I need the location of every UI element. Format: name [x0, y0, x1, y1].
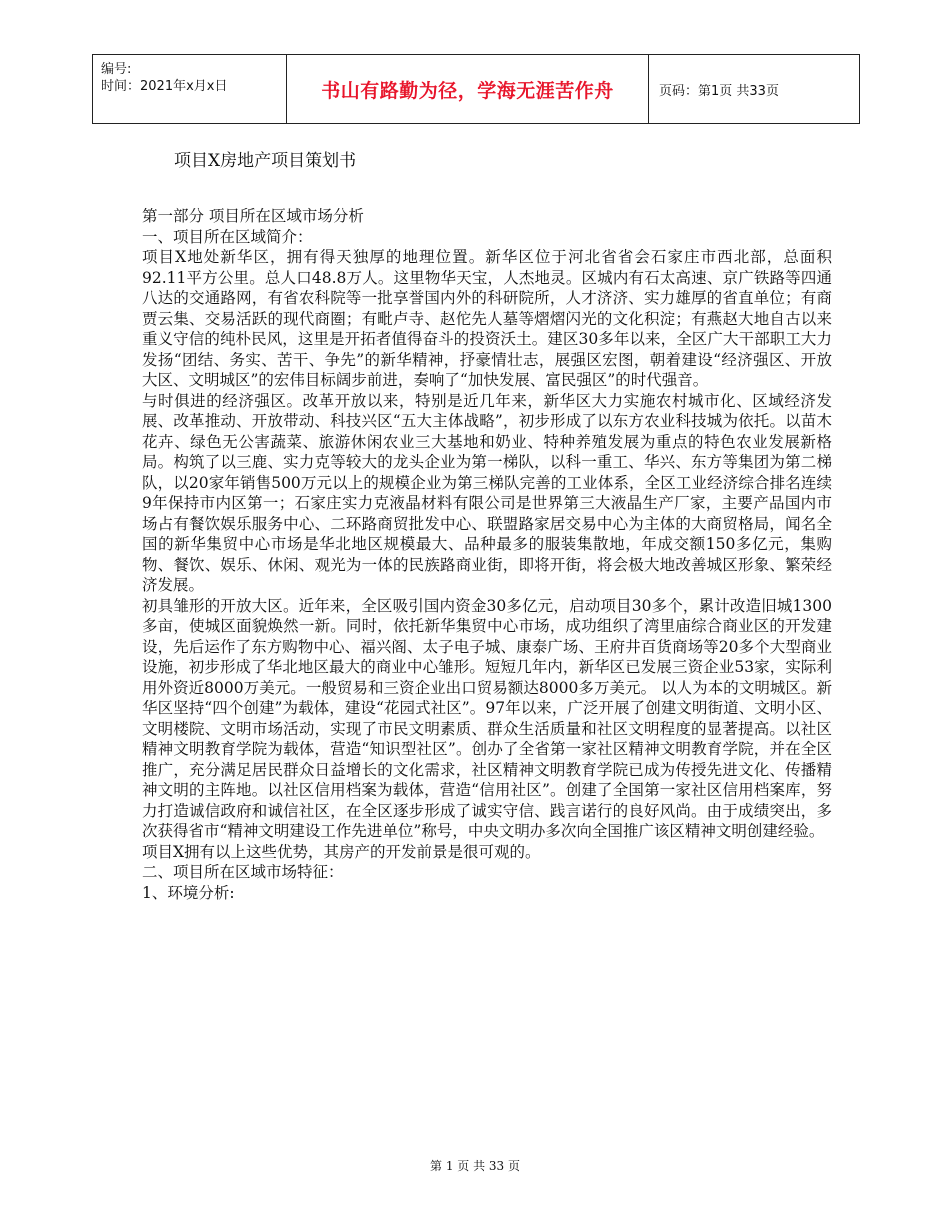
slogan: 书山有路勤为径，学海无涯苦作舟	[321, 79, 614, 102]
header-table	[92, 54, 860, 124]
paragraph: 项目X拥有以上这些优势，其房产的开发前景是很可观的。	[142, 842, 541, 861]
header-page-cell	[649, 55, 859, 123]
section-heading: 第一部分 项目所在区域市场分析	[142, 207, 364, 225]
paragraph: 项目X地处新华区，拥有得天独厚的地理位置。新华区位于河北省省会石家庄市西北部，总面积92.11平方公里。总人口48.8万人。这里物华天宝，人杰地灵。区城内有石太高速、京广铁路等四通八达的交通路网，有省农科院等一批享誉国内外的科研院所，人才济济、实力雄厚的省直单位；有商贾云集、交易活跃的现代商圈；有毗卢寺、赵佗先人墓等熠熠闪光的文化积淀；有燕赵大地自古以来重义守信的纯朴民风，这里是开拓者值得奋斗的投资沃土。建区30多年以来，全区广大干部职工大力发扬“团结、务实、苦干、争先”的新华精神，抒豪情壮志，展强区宏图，朝着建设“经济强区、开放大区、文明城区”的宏伟目标阔步前进，奏响了“加快发展、富民强区”的时代强音。	[142, 248, 832, 389]
document-body	[142, 206, 832, 903]
document-title: 项目X房地产项目策划书	[174, 151, 357, 171]
paragraph: 与时俱进的经济强区。改革开放以来，特别是近几年来，新华区大力实施农村城市化、区域经济发展、改革推动、开放带动、科技兴区“五大主体战略”，初步形成了以东方农业科技城为依托。以苗木花卉、绿色无公害蔬菜、旅游休闲农业三大基地和奶业、特种养殖发展为重点的特色农业发展新格局。构筑了以三鹿、实力克等较大的龙头企业为第一梯队，以科一重工、华兴、东方等集团为第二梯队，以20家年销售500万元以上的规模企业为第三梯队完善的工业体系，全区工业经济综合排名连续9年保持市内区第一；石家庄实力克液晶材料有限公司是世界第三大液晶生产厂家，主要产品国内市场占有餐饮娱乐服务中心、二环路商贸批发中心、联盟路家居交易中心为主体的大商贸格局，闻名全国的新华集贸中心市场是华北地区规模最大、品种最多的服装集散地，年成交额150多亿元，集购物、餐饮、娱乐、休闲、观光为一体的民族路商业街，即将开街，将会极大地改善城区形象、繁荣经济发展。	[142, 391, 832, 594]
page-info: 页码：第1页 共33页	[659, 83, 779, 99]
subsection-heading: 一、项目所在区域简介：	[142, 227, 313, 246]
page-footer: 第 1 页 共 33 页	[430, 1159, 520, 1173]
subsection-heading: 1、环境分析:	[142, 883, 235, 902]
header-meta-cell	[93, 55, 287, 123]
header-slogan-cell	[287, 55, 649, 123]
time-label: 时间：2021年x月x日	[101, 79, 228, 94]
paragraph: 初具雏形的开放大区。近年来，全区吸引国内资金30多亿元，启动项目30多个，累计改造旧城1300多亩，使城区面貌焕然一新。同时，依托新华集贸中心市场，成功组织了湾里庙综合商业区的开发建设，先后运作了东方购物中心、福兴阁、太子电子城、康泰广场、王府井百货商场等20多个大型商业设施，初步形成了华北地区最大的商业中心雏形。短短几年内，新华区已发展三资企业53家，实际利用外资近8000万美元。一般贸易和三资企业出口贸易额达8000多万美元。 以人为本的文明城区。新华区坚持“四个创建”为载体，建设“花园式社区”。97年以来，广泛开展了创建文明街道、文明小区、文明楼院、文明市场活动，实现了市民文明素质、群众生活质量和社区文明程度的显著提高。以社区精神文明教育学院为载体，营造“知识型社区”。创办了全省第一家社区精神文明教育学院，并在全区推广，充分满足居民群众日益增长的文化需求，社区精神文明教育学院已成为传授先进文化、传播精神文明的主阵地。以社区信用档案为载体，营造“信用社区”。创建了全国第一家社区信用档案库，努力打造诚信政府和诚信社区，在全区逐步形成了诚实守信、践言诺行的良好风尚。由于成绩突出，多次获得省市“精神文明建设工作先进单位”称号，中央文明办多次向全国推广该区精神文明创建经验。	[142, 596, 832, 840]
subsection-heading: 二、项目所在区域市场特征：	[142, 863, 344, 881]
number-label: 编号:	[101, 62, 132, 77]
